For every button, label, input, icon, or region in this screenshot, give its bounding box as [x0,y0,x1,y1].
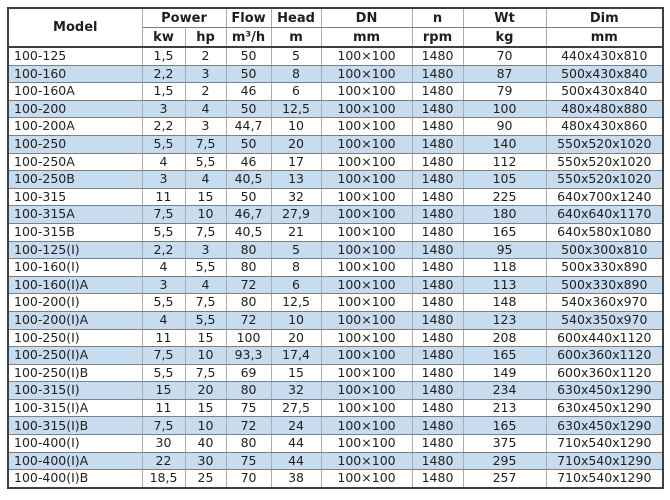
col-header-flow: Flow [226,8,271,28]
cell-power-hp: 40 [185,435,226,453]
cell-power-hp: 2 [185,47,226,65]
cell-model: 100-250(I)A [8,347,142,365]
cell-flow: 72 [226,311,271,329]
cell-flow: 70 [226,470,271,488]
cell-rpm: 1480 [412,241,463,259]
cell-dimensions: 540x350x970 [546,311,663,329]
table-row [8,206,663,224]
cell-power-hp: 2 [185,83,226,101]
cell-flow: 40,5 [226,171,271,189]
cell-weight: 70 [463,47,546,65]
cell-dimensions: 600x360x1120 [546,347,663,365]
cell-dimensions: 640x640x1170 [546,206,663,224]
cell-power-hp: 3 [185,65,226,83]
cell-dimensions: 500x300x810 [546,241,663,259]
cell-head: 10 [271,118,321,136]
cell-power-hp: 7,5 [185,294,226,312]
table-row [8,276,663,294]
cell-model: 100-200(I) [8,294,142,312]
table-row [8,241,663,259]
cell-weight: 87 [463,65,546,83]
cell-dn: 100×100 [321,118,412,136]
cell-rpm: 1480 [412,171,463,189]
cell-dimensions: 480x480x880 [546,100,663,118]
cell-model: 100-160(I) [8,259,142,277]
cell-rpm: 1480 [412,100,463,118]
cell-rpm: 1480 [412,83,463,101]
cell-rpm: 1480 [412,452,463,470]
cell-weight: 165 [463,347,546,365]
cell-dimensions: 500x330x890 [546,276,663,294]
pump-spec-table [7,7,664,489]
cell-rpm: 1480 [412,153,463,171]
cell-dimensions: 500x330x890 [546,259,663,277]
cell-model: 100-200A [8,118,142,136]
cell-flow: 50 [226,100,271,118]
cell-model: 100-400(I)A [8,452,142,470]
cell-flow: 46,7 [226,206,271,224]
cell-dn: 100×100 [321,294,412,312]
col-header-wt: Wt [463,8,546,28]
cell-weight: 165 [463,223,546,241]
cell-dn: 100×100 [321,452,412,470]
cell-head: 8 [271,65,321,83]
cell-dimensions: 550x520x1020 [546,135,663,153]
cell-dn: 100×100 [321,65,412,83]
cell-rpm: 1480 [412,347,463,365]
table-row [8,135,663,153]
cell-weight: 118 [463,259,546,277]
cell-model: 100-315 [8,188,142,206]
cell-model: 100-200 [8,100,142,118]
cell-dn: 100×100 [321,311,412,329]
cell-dimensions: 710x540x1290 [546,470,663,488]
cell-head: 27,9 [271,206,321,224]
cell-dimensions: 630x450x1290 [546,417,663,435]
cell-power-hp: 15 [185,329,226,347]
table-row [8,171,663,189]
cell-dn: 100×100 [321,435,412,453]
cell-dn: 100×100 [321,329,412,347]
cell-dimensions: 440x430x810 [546,47,663,65]
cell-dn: 100×100 [321,100,412,118]
cell-head: 21 [271,223,321,241]
table-row [8,329,663,347]
cell-rpm: 1480 [412,118,463,136]
cell-weight: 105 [463,171,546,189]
cell-flow: 80 [226,294,271,312]
cell-weight: 100 [463,100,546,118]
cell-power-kw: 15 [142,382,185,400]
col-header-n: n [412,8,463,28]
cell-dimensions: 600x440x1120 [546,329,663,347]
cell-dn: 100×100 [321,153,412,171]
cell-dn: 100×100 [321,47,412,65]
cell-power-kw: 2,2 [142,65,185,83]
cell-power-hp: 4 [185,171,226,189]
cell-head: 20 [271,329,321,347]
cell-dn: 100×100 [321,223,412,241]
cell-head: 6 [271,276,321,294]
table-row [8,259,663,277]
cell-dimensions: 550x520x1020 [546,153,663,171]
cell-power-kw: 11 [142,329,185,347]
cell-dimensions: 630x450x1290 [546,399,663,417]
cell-flow: 72 [226,276,271,294]
table-row [8,399,663,417]
cell-weight: 225 [463,188,546,206]
cell-head: 6 [271,83,321,101]
table-row [8,100,663,118]
table-row [8,364,663,382]
cell-power-hp: 3 [185,241,226,259]
cell-head: 5 [271,241,321,259]
cell-power-kw: 7,5 [142,206,185,224]
cell-power-kw: 11 [142,399,185,417]
cell-power-kw: 18,5 [142,470,185,488]
col-header-model: Model [8,8,142,47]
cell-dimensions: 480x430x860 [546,118,663,136]
cell-power-hp: 5,5 [185,153,226,171]
cell-rpm: 1480 [412,364,463,382]
cell-head: 13 [271,171,321,189]
cell-power-kw: 2,2 [142,118,185,136]
cell-power-hp: 4 [185,276,226,294]
cell-power-kw: 5,5 [142,294,185,312]
cell-model: 100-250(I)B [8,364,142,382]
cell-model: 100-315B [8,223,142,241]
cell-rpm: 1480 [412,399,463,417]
cell-power-hp: 10 [185,417,226,435]
table-header [8,8,663,47]
col-header-dn-unit: mm [321,28,412,48]
cell-head: 8 [271,259,321,277]
cell-power-kw: 4 [142,311,185,329]
cell-power-kw: 3 [142,276,185,294]
cell-flow: 93,3 [226,347,271,365]
cell-head: 10 [271,311,321,329]
cell-dn: 100×100 [321,206,412,224]
cell-model: 100-250(I) [8,329,142,347]
table-row [8,452,663,470]
cell-model: 100-160(I)A [8,276,142,294]
cell-head: 12,5 [271,294,321,312]
cell-model: 100-315(I)B [8,417,142,435]
cell-rpm: 1480 [412,65,463,83]
cell-weight: 257 [463,470,546,488]
cell-power-hp: 10 [185,206,226,224]
cell-head: 24 [271,417,321,435]
cell-weight: 90 [463,118,546,136]
cell-model: 100-315(I) [8,382,142,400]
cell-power-kw: 5,5 [142,135,185,153]
table-row [8,223,663,241]
cell-dn: 100×100 [321,399,412,417]
cell-weight: 113 [463,276,546,294]
cell-power-hp: 5,5 [185,259,226,277]
cell-power-hp: 5,5 [185,311,226,329]
cell-model: 100-400(I)B [8,470,142,488]
cell-rpm: 1480 [412,470,463,488]
cell-dimensions: 600x360x1120 [546,364,663,382]
cell-power-kw: 1,5 [142,83,185,101]
cell-weight: 180 [463,206,546,224]
cell-rpm: 1480 [412,417,463,435]
cell-flow: 80 [226,435,271,453]
cell-model: 100-200(I)A [8,311,142,329]
table-body [8,47,663,488]
cell-head: 32 [271,188,321,206]
cell-power-hp: 15 [185,188,226,206]
cell-flow: 75 [226,452,271,470]
cell-model: 100-160A [8,83,142,101]
cell-power-kw: 22 [142,452,185,470]
cell-flow: 100 [226,329,271,347]
cell-model: 100-250 [8,135,142,153]
cell-rpm: 1480 [412,135,463,153]
cell-power-hp: 7,5 [185,364,226,382]
cell-model: 100-250B [8,171,142,189]
table-row [8,435,663,453]
cell-flow: 44,7 [226,118,271,136]
cell-dn: 100×100 [321,188,412,206]
cell-head: 12,5 [271,100,321,118]
table-row [8,294,663,312]
cell-power-kw: 4 [142,153,185,171]
cell-weight: 79 [463,83,546,101]
cell-weight: 140 [463,135,546,153]
cell-head: 15 [271,364,321,382]
cell-dimensions: 500x430x840 [546,65,663,83]
cell-dn: 100×100 [321,417,412,435]
col-header-dim: Dim [546,8,663,28]
cell-dn: 100×100 [321,83,412,101]
col-header-dim-unit: mm [546,28,663,48]
cell-weight: 208 [463,329,546,347]
header-row-titles [8,8,663,28]
cell-dimensions: 710x540x1290 [546,452,663,470]
cell-power-hp: 15 [185,399,226,417]
table-row [8,311,663,329]
col-header-n-unit: rpm [412,28,463,48]
col-header-wt-unit: kg [463,28,546,48]
cell-rpm: 1480 [412,206,463,224]
cell-power-hp: 7,5 [185,135,226,153]
cell-power-hp: 7,5 [185,223,226,241]
cell-head: 17 [271,153,321,171]
table-row [8,188,663,206]
cell-power-hp: 4 [185,100,226,118]
cell-model: 100-160 [8,65,142,83]
table-row [8,347,663,365]
cell-dn: 100×100 [321,364,412,382]
cell-weight: 295 [463,452,546,470]
cell-head: 44 [271,435,321,453]
cell-weight: 95 [463,241,546,259]
cell-power-hp: 30 [185,452,226,470]
col-header-power: Power [142,8,226,28]
table-row [8,47,663,65]
cell-power-kw: 7,5 [142,347,185,365]
cell-power-kw: 4 [142,259,185,277]
table-row [8,470,663,488]
cell-power-hp: 10 [185,347,226,365]
cell-weight: 148 [463,294,546,312]
cell-head: 17,4 [271,347,321,365]
cell-flow: 46 [226,153,271,171]
cell-power-kw: 5,5 [142,223,185,241]
cell-dimensions: 710x540x1290 [546,435,663,453]
cell-power-kw: 1,5 [142,47,185,65]
cell-rpm: 1480 [412,259,463,277]
cell-weight: 165 [463,417,546,435]
col-header-head-unit: m [271,28,321,48]
cell-model: 100-315A [8,206,142,224]
cell-flow: 50 [226,188,271,206]
cell-dimensions: 630x450x1290 [546,382,663,400]
cell-power-kw: 3 [142,100,185,118]
col-header-head: Head [271,8,321,28]
cell-rpm: 1480 [412,47,463,65]
table-row [8,417,663,435]
col-header-power-kw: kw [142,28,185,48]
cell-rpm: 1480 [412,311,463,329]
cell-dn: 100×100 [321,135,412,153]
cell-dn: 100×100 [321,347,412,365]
table-row [8,83,663,101]
cell-weight: 123 [463,311,546,329]
cell-power-hp: 3 [185,118,226,136]
cell-flow: 50 [226,135,271,153]
table-row [8,153,663,171]
cell-weight: 375 [463,435,546,453]
cell-flow: 80 [226,382,271,400]
cell-head: 27,5 [271,399,321,417]
cell-dn: 100×100 [321,259,412,277]
cell-dimensions: 540x360x970 [546,294,663,312]
cell-power-kw: 7,5 [142,417,185,435]
cell-flow: 69 [226,364,271,382]
cell-weight: 112 [463,153,546,171]
col-header-flow-unit: m³/h [226,28,271,48]
cell-weight: 234 [463,382,546,400]
cell-model: 100-400(I) [8,435,142,453]
cell-rpm: 1480 [412,382,463,400]
cell-rpm: 1480 [412,188,463,206]
cell-rpm: 1480 [412,223,463,241]
cell-dn: 100×100 [321,241,412,259]
cell-rpm: 1480 [412,276,463,294]
cell-power-kw: 2,2 [142,241,185,259]
cell-head: 44 [271,452,321,470]
cell-dn: 100×100 [321,171,412,189]
cell-flow: 80 [226,259,271,277]
table-row [8,65,663,83]
cell-dimensions: 550x520x1020 [546,171,663,189]
cell-model: 100-315(I)A [8,399,142,417]
cell-flow: 46 [226,83,271,101]
cell-power-kw: 3 [142,171,185,189]
cell-flow: 50 [226,47,271,65]
cell-model: 100-125(I) [8,241,142,259]
cell-flow: 40,5 [226,223,271,241]
cell-dimensions: 640x580x1080 [546,223,663,241]
table-row [8,382,663,400]
cell-head: 20 [271,135,321,153]
cell-power-kw: 5,5 [142,364,185,382]
cell-model: 100-125 [8,47,142,65]
cell-flow: 50 [226,65,271,83]
cell-power-hp: 25 [185,470,226,488]
cell-power-hp: 20 [185,382,226,400]
cell-dimensions: 500x430x840 [546,83,663,101]
cell-weight: 149 [463,364,546,382]
cell-flow: 72 [226,417,271,435]
cell-dimensions: 640x700x1240 [546,188,663,206]
cell-flow: 80 [226,241,271,259]
cell-head: 32 [271,382,321,400]
cell-rpm: 1480 [412,294,463,312]
cell-flow: 75 [226,399,271,417]
cell-weight: 213 [463,399,546,417]
cell-dn: 100×100 [321,470,412,488]
cell-power-kw: 11 [142,188,185,206]
cell-rpm: 1480 [412,329,463,347]
cell-dn: 100×100 [321,276,412,294]
table-row [8,118,663,136]
cell-power-kw: 30 [142,435,185,453]
cell-model: 100-250A [8,153,142,171]
col-header-dn: DN [321,8,412,28]
cell-rpm: 1480 [412,435,463,453]
col-header-power-hp: hp [185,28,226,48]
cell-head: 38 [271,470,321,488]
cell-dn: 100×100 [321,382,412,400]
cell-head: 5 [271,47,321,65]
